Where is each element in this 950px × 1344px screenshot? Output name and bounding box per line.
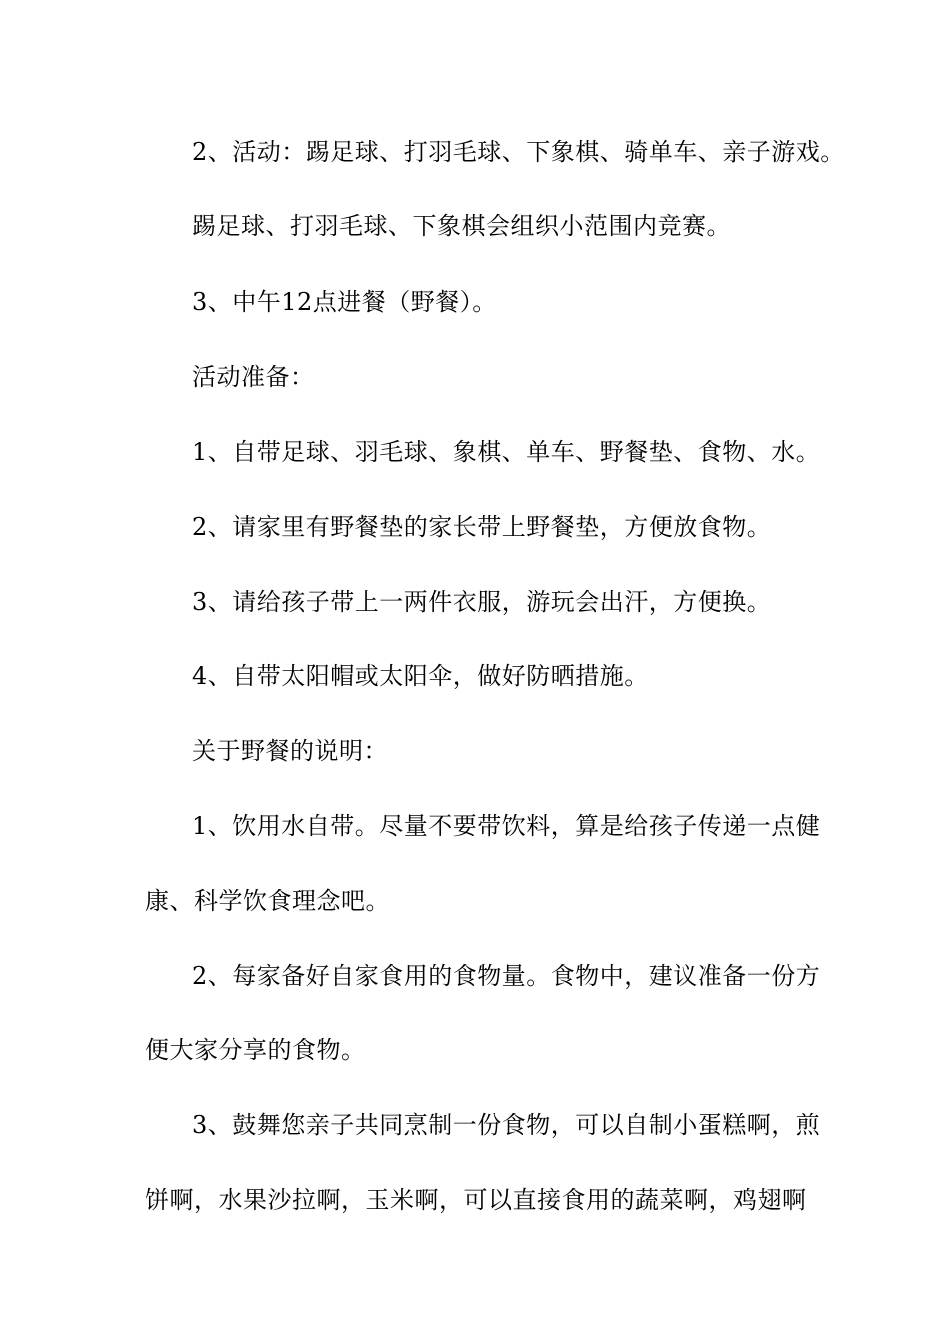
picnic-item-2-line-2: 便大家分享的食物。 <box>145 1036 366 1064</box>
preparation-item-2: 2、请家里有野餐垫的家长带上野餐垫，方便放食物。 <box>192 513 772 541</box>
preparation-item-1: 1、自带足球、羽毛球、象棋、单车、野餐垫、食物、水。 <box>192 438 821 466</box>
picnic-item-1-line-2: 康、科学饮食理念吧。 <box>145 887 390 915</box>
activity-item-2: 2、活动：踢足球、打羽毛球、下象棋、骑单车、亲子游戏。 <box>192 138 845 166</box>
picnic-heading: 关于野餐的说明： <box>192 737 388 765</box>
picnic-item-2-line-1: 2、每家备好自家食用的食物量。食物中，建议准备一份方 <box>192 962 821 990</box>
activity-item-3: 3、中午12点进餐（野餐）。 <box>192 288 497 316</box>
preparation-item-3: 3、请给孩子带上一两件衣服，游玩会出汗，方便换。 <box>192 588 772 616</box>
picnic-item-3-line-1: 3、鼓舞您亲子共同烹制一份食物，可以自制小蛋糕啊，煎 <box>192 1111 821 1139</box>
preparation-item-4: 4、自带太阳帽或太阳伞，做好防晒措施。 <box>192 662 649 690</box>
picnic-item-3-line-2: 饼啊，水果沙拉啊，玉米啊，可以直接食用的蔬菜啊，鸡翅啊 <box>145 1186 807 1214</box>
competition-note: 踢足球、打羽毛球、下象棋会组织小范围内竞赛。 <box>192 212 731 240</box>
preparation-heading: 活动准备： <box>192 363 315 391</box>
picnic-item-1-line-1: 1、饮用水自带。尽量不要带饮料，算是给孩子传递一点健 <box>192 812 821 840</box>
